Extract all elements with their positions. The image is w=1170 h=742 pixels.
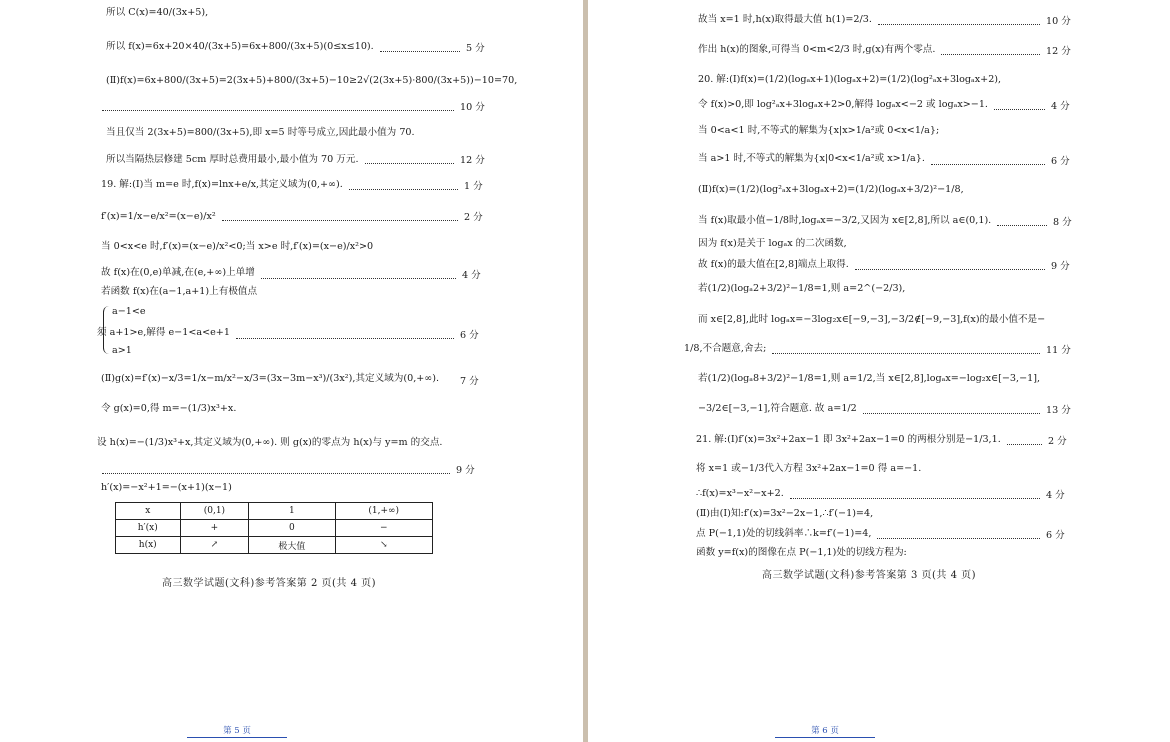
text-line: (Ⅱ)f(x)=(1/2)(log²ₐx+3logₐx+2)=(1/2)(logₐx+3/2)²−1/8,	[698, 184, 964, 195]
score-label: 5 分	[466, 43, 485, 54]
text-line: 因为 f(x)是关于 logₐx 的二次函数,	[698, 238, 847, 249]
score-label: 12 分	[1046, 46, 1071, 57]
text-line: f′(x)=1/x−e/x²=(x−e)/x²	[101, 211, 216, 222]
page-number-link[interactable]: 第 6 页	[775, 726, 875, 738]
score-label: 6 分	[1046, 530, 1065, 541]
text-line: 点 P(−1,1)处的切线斜率∴k=f′(−1)=4,	[696, 528, 872, 539]
score-label: 7 分	[460, 376, 479, 387]
dot-leader	[790, 498, 1040, 499]
text-line: 20. 解:(Ⅰ)f(x)=(1/2)(logₐx+1)(logₐx+2)=(1/2)(log²ₐx+3logₐx+2),	[698, 74, 1002, 85]
text-line: 当 a>1 时,不等式的解集为{x|0<x<1/a²或 x>1/a}.	[698, 153, 925, 164]
text-line: h′(x)=−x²+1=−(x+1)(x−1)	[101, 482, 232, 493]
text-line: 若(1/2)(logₐ8+3/2)²−1/8=1,则 a=1/2,当 x∈[2,8],logₐx=−log₂x∈[−3,−1],	[698, 373, 1041, 384]
text-line: 须 a+1>e,解得 e−1<a<e+1	[97, 327, 230, 338]
score-label: 1 分	[464, 181, 483, 192]
text-line: 而 x∈[2,8],此时 logₐx=−3log₂x∈[−9,−3],−3/2∉[−9,−3],f(x)的最小值不是−	[698, 314, 1046, 325]
text-line: 19. 解:(Ⅰ)当 m=e 时,f(x)=lnx+e/x,其定义域为(0,+∞).	[101, 179, 343, 190]
text-line: (Ⅱ)f(x)=6x+800/(3x+5)=2(3x+5)+800/(3x+5)−10≥2√(2(3x+5)·800/(3x+5))−10=70,	[106, 75, 518, 86]
text-line: a>1	[112, 345, 132, 356]
dot-leader	[380, 51, 460, 52]
text-line: (Ⅱ)由(Ⅰ)知:f′(x)=3x²−2x−1,∴f′(−1)=4,	[696, 508, 874, 519]
dot-leader	[941, 54, 1040, 55]
text-line: 当且仅当 2(3x+5)=800/(3x+5),即 x=5 时等号成立,因此最小值为 70.	[106, 127, 415, 138]
page-right	[588, 0, 1170, 742]
text-line: 设 h(x)=−(1/3)x³+x,其定义域为(0,+∞). 则 g(x)的零点为 h(x)与 y=m 的交点.	[97, 437, 443, 448]
table-cell: (0,1)	[180, 503, 249, 520]
table-cell: 1	[249, 503, 335, 520]
page-footer: 高三数学试题(文科)参考答案第 3 页(共 4 页)	[762, 570, 977, 581]
text-line: 令 f(x)>0,即 log²ₐx+3logₐx+2>0,解得 logₐx<−2 或 logₐx>−1.	[698, 99, 988, 110]
score-label: 6 分	[460, 330, 479, 341]
text-line: 故当 x=1 时,h(x)取得最大值 h(1)=2/3.	[698, 14, 872, 25]
table-row	[116, 537, 433, 554]
score-label: 2 分	[1048, 436, 1067, 447]
dot-leader	[1007, 444, 1042, 445]
text-line: 所以当隔热层修建 5cm 厚时总费用最小,最小值为 70 万元.	[106, 154, 359, 165]
text-line: 若(1/2)(logₐ2+3/2)²−1/8=1,则 a=2^(−2/3),	[698, 283, 906, 294]
page-left	[0, 0, 583, 742]
dot-leader	[365, 163, 454, 164]
text-line: 函数 y=f(x)的图像在点 P(−1,1)处的切线方程为:	[696, 547, 907, 558]
text-line: 当 0<a<1 时,不等式的解集为{x|x>1/a²或 0<x<1/a};	[698, 125, 940, 136]
table-cell: 0	[249, 520, 335, 537]
table-cell: x	[116, 503, 181, 520]
dot-leader	[222, 220, 458, 221]
table-cell: ↗	[180, 537, 249, 554]
text-line: 作出 h(x)的图象,可得当 0<m<2/3 时,g(x)有两个零点.	[698, 44, 936, 55]
table-cell: 极大值	[249, 537, 335, 554]
text-line: 将 x=1 或−1/3代入方程 3x²+2ax−1=0 得 a=−1.	[696, 463, 922, 474]
dot-leader	[102, 473, 450, 474]
score-label: 4 分	[1046, 490, 1065, 501]
dot-leader	[877, 538, 1040, 539]
score-label: 13 分	[1046, 405, 1071, 416]
score-label: 11 分	[1046, 345, 1071, 356]
text-line: a−1<e	[112, 306, 146, 317]
text-line: 当 0<x<e 时,f′(x)=(x−e)/x²<0;当 x>e 时,f′(x)=(x−e)/x²>0	[101, 241, 374, 252]
dot-leader	[878, 24, 1040, 25]
score-label: 2 分	[464, 212, 483, 223]
table-cell: −	[335, 520, 432, 537]
table-row	[116, 503, 433, 520]
variation-table	[115, 502, 433, 554]
dot-leader	[772, 353, 1040, 354]
table-cell: ↘	[335, 537, 432, 554]
text-line: 若函数 f(x)在(a−1,a+1)上有极值点	[101, 286, 258, 297]
dot-leader	[997, 225, 1047, 226]
table-row	[116, 520, 433, 537]
score-label: 10 分	[1046, 16, 1071, 27]
text-line: −3/2∈[−3,−1],符合题意. 故 a=1/2	[698, 403, 857, 414]
score-label: 9 分	[456, 465, 475, 476]
score-label: 4 分	[1051, 101, 1070, 112]
table-cell: h(x)	[116, 537, 181, 554]
text-line: 21. 解:(Ⅰ)f′(x)=3x²+2ax−1 即 3x²+2ax−1=0 的两根分别是−1/3,1.	[696, 434, 1001, 445]
table-cell: +	[180, 520, 249, 537]
text-line: 令 g(x)=0,得 m=−(1/3)x³+x.	[101, 403, 237, 414]
score-label: 8 分	[1053, 217, 1072, 228]
table-cell: (1,+∞)	[335, 503, 432, 520]
dot-leader	[855, 269, 1045, 270]
dot-leader	[236, 338, 454, 339]
table-cell: h′(x)	[116, 520, 181, 537]
score-label: 9 分	[1051, 261, 1070, 272]
dot-leader	[863, 413, 1040, 414]
text-line: 当 f(x)取最小值−1/8时,logₐx=−3/2,又因为 x∈[2,8],所以 a∈(0,1).	[698, 215, 992, 226]
dot-leader	[931, 164, 1045, 165]
score-label: 12 分	[460, 155, 485, 166]
text-line: (Ⅱ)g(x)=f′(x)−x/3=1/x−m/x²−x/3=(3x−3m−x³)/(3x²),其定义域为(0,+∞).	[101, 373, 440, 384]
dot-leader	[994, 109, 1045, 110]
text-line: 1/8,不合题意,舍去;	[684, 343, 767, 354]
text-line: 所以 f(x)=6x+20×40/(3x+5)=6x+800/(3x+5)(0≤x≤10).	[106, 41, 374, 52]
text-line: 所以 C(x)=40/(3x+5),	[106, 7, 209, 18]
score-label: 4 分	[462, 270, 481, 281]
text-line: 故 f(x)在(0,e)单减,在(e,+∞)上单增	[101, 267, 255, 278]
score-label: 10 分	[460, 102, 485, 113]
page-number-link[interactable]: 第 5 页	[187, 726, 287, 738]
text-line: ∴f(x)=x³−x²−x+2.	[696, 488, 784, 499]
text-line: 故 f(x)的最大值在[2,8]端点上取得.	[698, 259, 849, 270]
page-footer: 高三数学试题(文科)参考答案第 2 页(共 4 页)	[162, 578, 377, 589]
dot-leader	[261, 278, 456, 279]
score-label: 6 分	[1051, 156, 1070, 167]
dot-leader	[102, 110, 454, 111]
dot-leader	[349, 189, 458, 190]
